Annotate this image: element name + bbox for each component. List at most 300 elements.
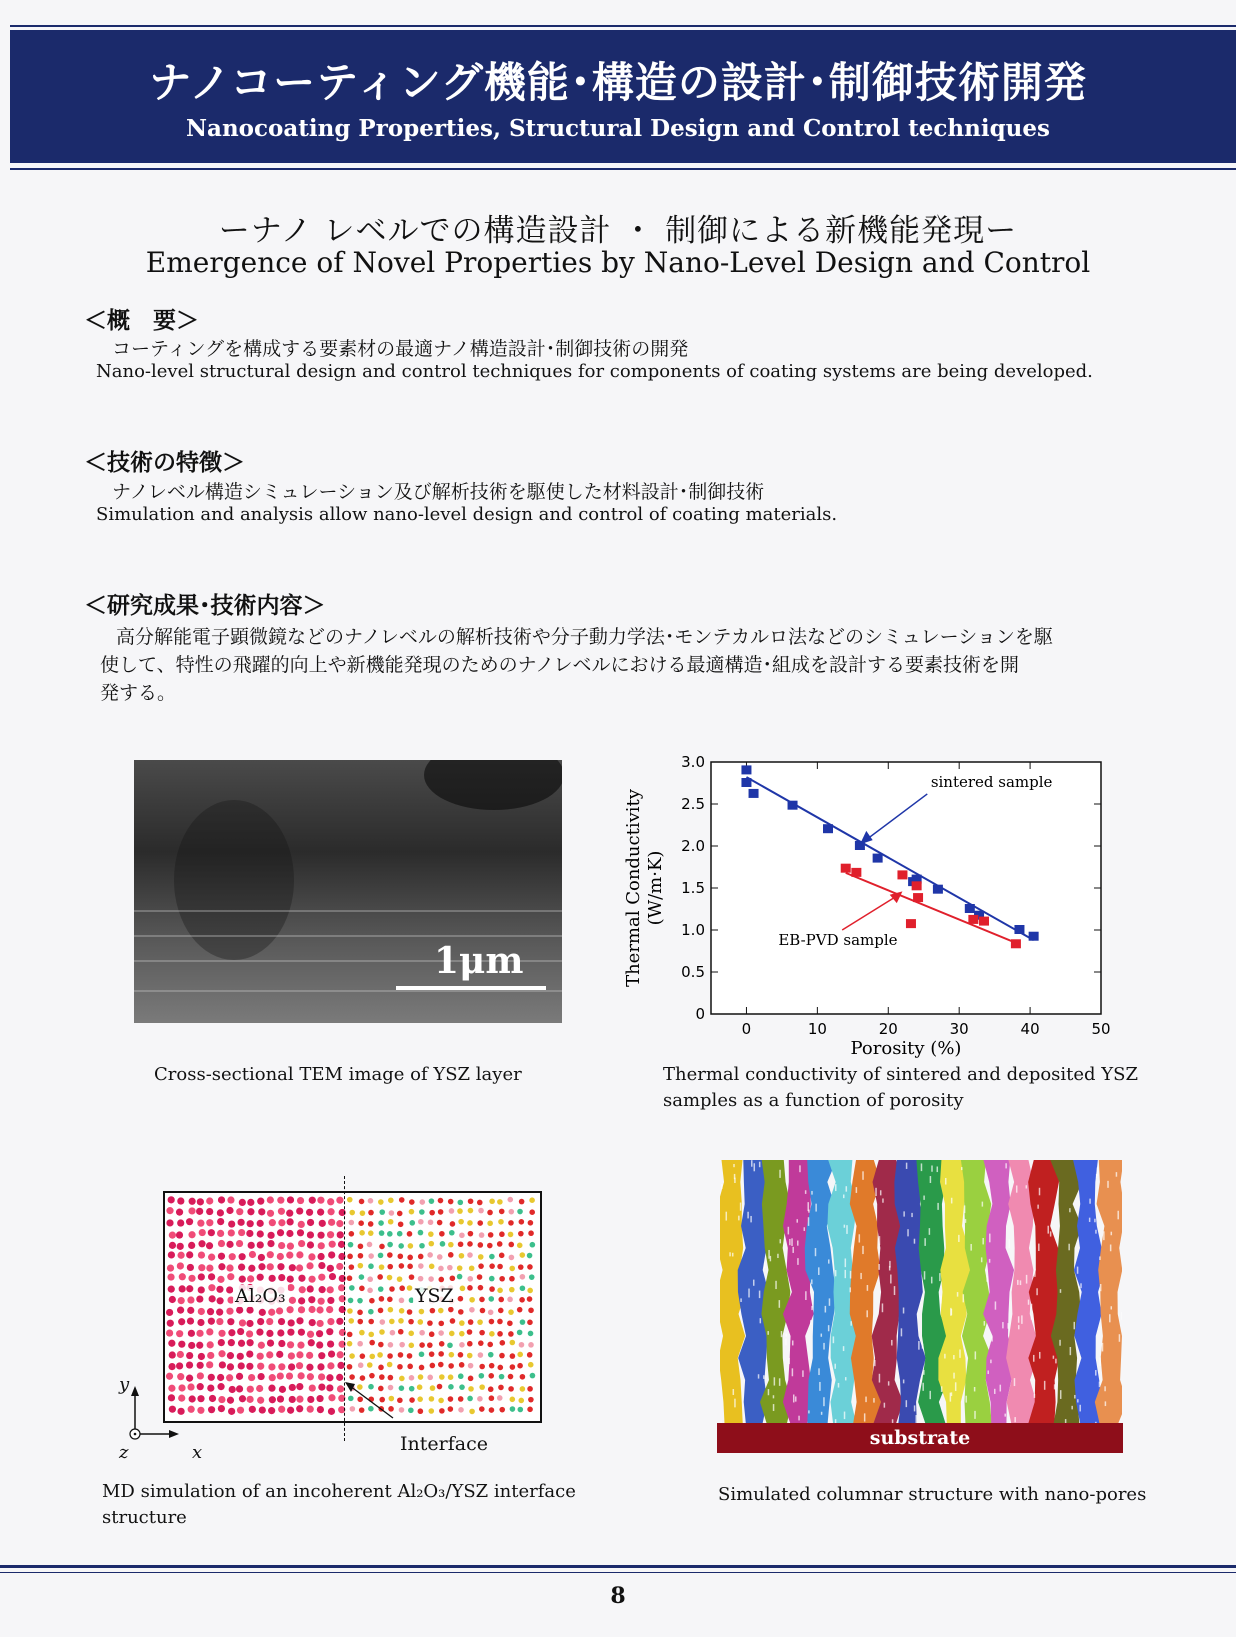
md-atom [527, 1320, 533, 1326]
nano-pore [939, 1273, 941, 1281]
md-atom [318, 1262, 325, 1269]
results-line-3: 発する。 [100, 682, 177, 704]
nano-pore [856, 1187, 858, 1193]
md-atom [318, 1352, 325, 1359]
nano-pore [1111, 1306, 1113, 1309]
md-atom [478, 1285, 484, 1291]
interface-pointer-head [345, 1382, 355, 1392]
nano-pore [843, 1346, 845, 1351]
nano-pore [1069, 1208, 1071, 1212]
nano-pore [764, 1263, 766, 1269]
nano-pore [729, 1252, 731, 1256]
nano-pore [903, 1379, 905, 1383]
md-atom [418, 1230, 424, 1236]
md-atom [197, 1198, 204, 1205]
nano-pore [878, 1264, 880, 1270]
md-atom [176, 1362, 183, 1369]
nano-pore [751, 1160, 753, 1167]
md-atom [238, 1229, 245, 1236]
nano-pore [805, 1291, 807, 1300]
md-atom [450, 1275, 456, 1281]
md-atom [317, 1209, 324, 1216]
md-atom [347, 1308, 353, 1314]
md-atom [419, 1243, 425, 1249]
data-point [823, 824, 833, 833]
nano-pore [792, 1340, 794, 1345]
md-atom [489, 1276, 495, 1282]
md-atom [459, 1320, 465, 1326]
md-atom [308, 1296, 315, 1303]
nano-pore [995, 1301, 997, 1309]
md-atom [398, 1318, 404, 1324]
md-atom [367, 1362, 373, 1368]
md-atom [407, 1231, 413, 1237]
md-atom [198, 1273, 205, 1280]
md-atom [478, 1340, 484, 1346]
md-label-ysz: YSZ [415, 1285, 454, 1307]
md-atom [499, 1253, 505, 1259]
md-atom [296, 1317, 303, 1324]
nano-pore [1000, 1385, 1002, 1392]
md-atom [227, 1196, 234, 1203]
nano-pore [914, 1405, 916, 1411]
md-atom [497, 1319, 503, 1325]
md-atom [197, 1220, 204, 1227]
nano-pore [963, 1294, 965, 1302]
md-atom [226, 1207, 233, 1214]
md-atom [467, 1329, 473, 1335]
chart-caption-line-1: Thermal conductivity of sintered and deposited YSZ [663, 1064, 1139, 1085]
interface-label: Interface [400, 1433, 488, 1455]
nano-pore [890, 1275, 892, 1284]
y-tick-label: 2.0 [681, 837, 705, 855]
md-atom [286, 1306, 293, 1313]
nano-pore [1111, 1232, 1113, 1236]
section-heading-features: ＜技術の特徴＞ [84, 450, 245, 476]
md-atom [477, 1200, 483, 1206]
md-atom [177, 1307, 184, 1314]
md-atom [359, 1330, 365, 1336]
md-atom [226, 1241, 233, 1248]
md-atom [367, 1288, 373, 1294]
md-atom [359, 1274, 365, 1280]
md-atom [478, 1242, 484, 1248]
md-atom [518, 1264, 524, 1270]
columnar-grains [720, 1160, 1122, 1424]
md-atom [457, 1265, 463, 1271]
md-atom [507, 1297, 513, 1303]
md-atom [499, 1407, 505, 1413]
y-axis-arrowhead [131, 1386, 139, 1396]
nano-pore [779, 1378, 781, 1386]
md-atom [399, 1285, 405, 1291]
md-atom [239, 1253, 246, 1260]
md-atom [388, 1219, 394, 1225]
md-atom [218, 1350, 225, 1357]
md-atom [358, 1362, 364, 1368]
md-atom [438, 1351, 444, 1357]
y-axis-label: Thermal Conductivity [623, 789, 644, 987]
md-atom [389, 1210, 395, 1216]
md-atom [519, 1219, 525, 1225]
nano-pore [1110, 1245, 1112, 1252]
nano-pore [1039, 1352, 1041, 1359]
nano-pore [994, 1389, 996, 1394]
nano-pore [850, 1271, 852, 1279]
md-atom [459, 1342, 465, 1348]
nano-pore [891, 1340, 893, 1346]
md-atom [257, 1274, 264, 1281]
tem-streak [134, 910, 562, 912]
md-atom [458, 1352, 464, 1358]
md-atom [409, 1199, 415, 1205]
data-point [913, 893, 923, 902]
md-atom [286, 1252, 293, 1259]
nano-pore [734, 1174, 736, 1179]
md-atom [368, 1230, 374, 1236]
md-atom [528, 1362, 534, 1368]
results-line-2: 使して、特性の飛躍的向上や新機能発現のためのナノレベルにおける最適構造･組成を設計する要素技術を開 [100, 654, 1020, 676]
nano-pore [965, 1396, 967, 1403]
nano-pore [834, 1364, 836, 1369]
nano-pore [1018, 1325, 1020, 1329]
md-atom [238, 1219, 245, 1226]
nano-pore [965, 1219, 967, 1223]
md-atom [508, 1309, 514, 1315]
md-atom [177, 1219, 184, 1226]
md-atom [489, 1286, 495, 1292]
md-atom [390, 1330, 396, 1336]
md-atom [368, 1253, 374, 1259]
nano-pore [1079, 1405, 1081, 1412]
chart-caption [663, 1062, 1138, 1114]
nano-pore [922, 1344, 924, 1349]
nano-pore [1050, 1231, 1052, 1236]
nano-pore [1099, 1357, 1101, 1366]
md-atom [529, 1274, 535, 1280]
md-atom [267, 1196, 274, 1203]
md-atom [527, 1296, 533, 1302]
md-atom [199, 1229, 206, 1236]
md-atom [327, 1340, 334, 1347]
md-atom [177, 1262, 184, 1269]
md-atom [206, 1264, 213, 1271]
nano-pore [937, 1203, 939, 1210]
x-tick-label: 20 [878, 1020, 898, 1038]
md-atom [428, 1231, 434, 1237]
md-atom [379, 1230, 385, 1236]
nano-pore [1116, 1172, 1118, 1177]
nano-pore [750, 1216, 752, 1222]
md-atom [296, 1362, 303, 1369]
md-atom [527, 1386, 533, 1392]
md-atom [176, 1330, 183, 1337]
nano-pore [733, 1389, 735, 1395]
md-atom [448, 1242, 454, 1248]
nano-pore [1095, 1230, 1097, 1234]
nano-pore [1036, 1288, 1038, 1295]
md-atom [258, 1342, 265, 1349]
nano-pore [950, 1393, 952, 1402]
tem-image [134, 760, 562, 1023]
nano-pore [918, 1341, 920, 1350]
md-atom [267, 1210, 274, 1217]
md-atom [327, 1318, 334, 1325]
nano-pore [844, 1225, 846, 1228]
md-atom [488, 1373, 494, 1379]
md-atom [489, 1319, 495, 1325]
md-atom [257, 1220, 264, 1227]
md-atom [198, 1308, 205, 1315]
nano-pore [1104, 1386, 1106, 1391]
nano-pore [792, 1368, 794, 1376]
md-atom [458, 1396, 464, 1402]
md-atom [248, 1242, 255, 1249]
nano-pore [726, 1212, 728, 1221]
md-atom [288, 1319, 295, 1326]
section-text-en-overview: Nano-level structural design and control techniques for components of coating systems are being developed. [96, 361, 1093, 382]
data-point [897, 870, 907, 879]
page-title-jp: ナノコーティング機能･構造の設計･制御技術開発 [149, 58, 1087, 107]
md-atom [497, 1395, 503, 1401]
nano-pore [931, 1277, 933, 1284]
tem-streak [134, 935, 562, 937]
nano-pore [1099, 1256, 1101, 1260]
md-atom [228, 1329, 235, 1336]
md-atom [178, 1341, 185, 1348]
nano-pore [791, 1238, 793, 1246]
md-atom [510, 1364, 516, 1370]
md-atom [399, 1298, 405, 1304]
md-atom [408, 1319, 414, 1325]
nano-pore [1117, 1211, 1119, 1220]
md-atom [298, 1275, 305, 1282]
md-atom [407, 1353, 413, 1359]
nano-pore [1107, 1181, 1109, 1188]
md-atom [468, 1231, 474, 1237]
md-atom [177, 1243, 184, 1250]
nano-pore [879, 1374, 881, 1383]
md-atom [517, 1407, 523, 1413]
md-atom [520, 1374, 526, 1380]
nano-pore [740, 1298, 742, 1302]
md-atom [458, 1373, 464, 1379]
nano-pore [835, 1184, 837, 1191]
md-atom [357, 1298, 363, 1304]
md-atom [517, 1363, 523, 1369]
md-atom [278, 1340, 285, 1347]
md-atom [397, 1364, 403, 1370]
nano-pore [779, 1170, 781, 1178]
md-atom [467, 1220, 473, 1226]
nano-pore [1109, 1314, 1111, 1322]
md-atom [288, 1352, 295, 1359]
nano-pore [1028, 1300, 1030, 1305]
md-atom [316, 1306, 323, 1313]
thermal-conductivity-chart [615, 750, 1175, 1060]
nano-pore [819, 1382, 821, 1391]
nano-pore [951, 1198, 953, 1204]
nano-pore [785, 1339, 787, 1346]
md-atom [257, 1230, 264, 1237]
md-atom [457, 1274, 463, 1280]
z-axis-dot [134, 1433, 137, 1436]
md-atom [239, 1276, 246, 1283]
data-point [741, 765, 751, 774]
md-atom [198, 1251, 205, 1258]
md-atom [318, 1298, 325, 1305]
nano-pore [799, 1165, 801, 1172]
footer-rule-top [0, 1565, 1236, 1568]
md-atom [188, 1231, 195, 1238]
nano-pore [906, 1163, 908, 1169]
nano-pore [850, 1287, 852, 1292]
md-atom [479, 1406, 485, 1412]
y-tick-label: 3.0 [681, 753, 705, 771]
md-atom [467, 1252, 473, 1258]
md-atom [287, 1196, 294, 1203]
nano-pore [961, 1167, 963, 1170]
md-atom [438, 1398, 444, 1404]
nano-pore [811, 1191, 813, 1195]
nano-pore [862, 1246, 864, 1254]
md-atom [500, 1340, 506, 1346]
md-atom [459, 1384, 465, 1390]
md-atom [467, 1285, 473, 1291]
md-atom [407, 1364, 413, 1370]
nano-pore [754, 1163, 756, 1171]
md-atom [347, 1364, 353, 1370]
nano-pore [795, 1396, 797, 1401]
md-atom [478, 1208, 484, 1214]
md-atom [238, 1264, 245, 1271]
md-atom [429, 1210, 435, 1216]
md-atom [467, 1241, 473, 1247]
data-point [965, 904, 975, 913]
md-atom [259, 1309, 266, 1316]
nano-pore [1007, 1323, 1009, 1329]
data-point [979, 917, 989, 926]
nano-pore [991, 1337, 993, 1342]
md-atom [317, 1197, 324, 1204]
nano-pore [929, 1228, 931, 1235]
nano-pore [829, 1298, 831, 1305]
md-atom [527, 1264, 533, 1270]
md-atom [528, 1342, 534, 1348]
md-atom [447, 1265, 453, 1271]
nano-pore [1016, 1185, 1018, 1192]
md-atom [169, 1242, 176, 1249]
md-atom [197, 1362, 204, 1369]
md-atom [257, 1363, 264, 1370]
md-atom [226, 1308, 233, 1315]
nano-pore [1034, 1269, 1036, 1277]
nano-pore [921, 1163, 923, 1171]
nano-pore [1089, 1218, 1091, 1222]
md-atom [269, 1219, 276, 1226]
md-atom [307, 1331, 314, 1338]
md-atom [186, 1218, 193, 1225]
nano-pore [940, 1296, 942, 1304]
nano-pore [970, 1244, 972, 1251]
nano-pore [845, 1377, 847, 1380]
md-atom [459, 1362, 465, 1368]
nano-pore [779, 1300, 781, 1308]
md-atom [517, 1330, 523, 1336]
md-atom [217, 1209, 224, 1216]
md-atom [469, 1307, 475, 1313]
md-atom [208, 1229, 215, 1236]
md-atom [238, 1362, 245, 1369]
md-atom [437, 1220, 443, 1226]
md-atom [418, 1254, 424, 1260]
nano-pore [880, 1190, 882, 1195]
md-atom [168, 1196, 175, 1203]
md-atom [467, 1341, 473, 1347]
md-atom [528, 1230, 534, 1236]
nano-pore [882, 1198, 884, 1202]
md-atom [247, 1339, 254, 1346]
nano-pore [1060, 1289, 1062, 1293]
subtitle-en: Emergence of Novel Properties by Nano-Level Design and Control [145, 246, 1091, 279]
md-atom [218, 1339, 225, 1346]
md-atom [359, 1230, 365, 1236]
md-atom [399, 1263, 405, 1269]
nano-pore [1014, 1417, 1016, 1422]
md-atom [409, 1274, 415, 1280]
md-atom [518, 1398, 524, 1404]
md-atom [509, 1266, 515, 1272]
md-atom [247, 1275, 254, 1282]
nano-pore [738, 1216, 740, 1221]
md-atom [177, 1351, 184, 1358]
md-atom [378, 1342, 384, 1348]
md-atom [468, 1386, 474, 1392]
md-atom [349, 1353, 355, 1359]
md-atom [317, 1232, 324, 1239]
md-atom [227, 1352, 234, 1359]
md-atom [429, 1396, 435, 1402]
nano-pore [818, 1267, 820, 1275]
md-atom [448, 1363, 454, 1369]
nano-pore [802, 1370, 804, 1377]
y-tick-label: 2.5 [681, 795, 705, 813]
x-tick-label: 10 [807, 1020, 827, 1038]
md-atom [358, 1243, 364, 1249]
nano-pore [1017, 1280, 1019, 1285]
md-atom [298, 1329, 305, 1336]
axis-label-y: y [119, 1374, 130, 1395]
md-atom [428, 1408, 434, 1414]
md-atom [296, 1207, 303, 1214]
md-atom [398, 1243, 404, 1249]
md-atom [169, 1351, 176, 1358]
scale-bar [396, 986, 546, 990]
md-atom [468, 1376, 474, 1382]
md-atom [328, 1251, 335, 1258]
md-atom [489, 1363, 495, 1369]
md-atom [208, 1273, 215, 1280]
md-atom [186, 1285, 193, 1292]
md-atom [337, 1231, 344, 1238]
md-caption [102, 1479, 576, 1531]
nano-pore [788, 1227, 790, 1235]
md-atom [509, 1287, 515, 1293]
md-atom [348, 1242, 354, 1248]
md-atom [488, 1310, 494, 1316]
md-atom [316, 1330, 323, 1337]
md-atom [207, 1352, 214, 1359]
